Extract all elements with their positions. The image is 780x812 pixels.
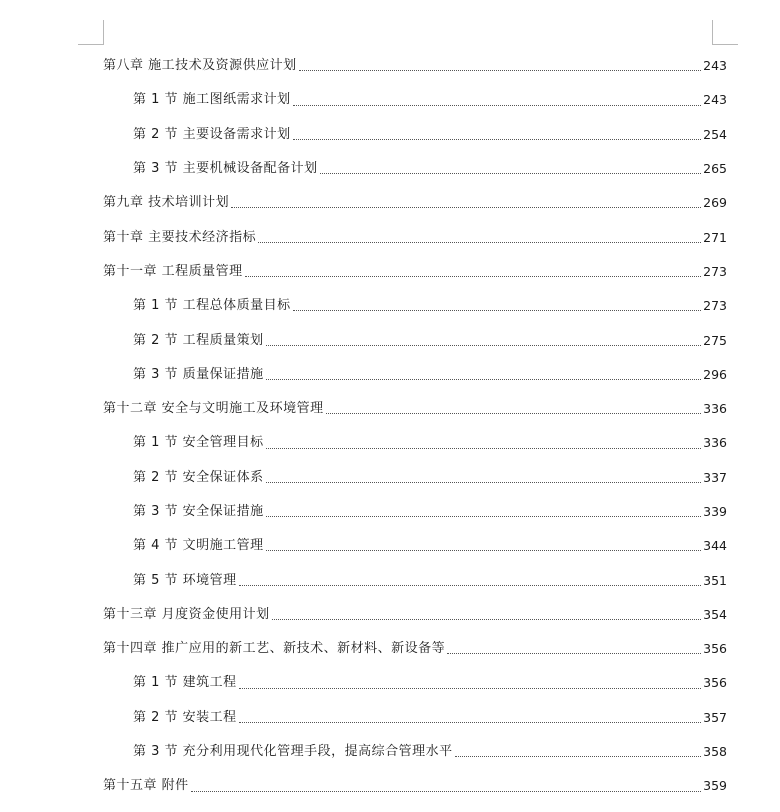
toc-entry-title: 第 3 节 充分利用现代化管理手段，提高综合管理水平 xyxy=(133,744,453,760)
toc-entry-page-number: 243 xyxy=(703,58,727,74)
toc-entry-title: 第八章 施工技术及资源供应计划 xyxy=(103,58,297,74)
toc-dot-leader xyxy=(245,276,702,277)
toc-entry-page-number: 296 xyxy=(703,366,727,382)
toc-entry-page-number: 354 xyxy=(703,606,727,622)
toc-dot-leader xyxy=(455,756,701,757)
toc-dot-leader xyxy=(272,619,702,620)
toc-entry[interactable] xyxy=(103,461,727,495)
crop-mark-top-left xyxy=(103,20,104,45)
toc-dot-leader xyxy=(293,310,701,311)
toc-entry-title: 第九章 技术培训计划 xyxy=(103,195,230,211)
toc-entry[interactable] xyxy=(103,666,727,700)
toc-entry-page-number: 273 xyxy=(703,298,727,314)
toc-entry[interactable] xyxy=(103,358,727,392)
toc-dot-leader xyxy=(266,550,701,551)
toc-entry-page-number: 351 xyxy=(703,572,727,588)
toc-entry[interactable] xyxy=(103,495,727,529)
toc-entry-page-number: 265 xyxy=(703,161,727,177)
toc-entry-title: 第 1 节 建筑工程 xyxy=(133,675,237,691)
toc-dot-leader xyxy=(320,173,701,174)
toc-entry-page-number: 336 xyxy=(703,435,727,451)
toc-dot-leader xyxy=(266,345,701,346)
toc-entry[interactable] xyxy=(103,598,727,632)
toc-entry-page-number: 344 xyxy=(703,538,727,554)
toc-dot-leader xyxy=(293,139,701,140)
toc-entry[interactable] xyxy=(103,563,727,597)
toc-entry[interactable] xyxy=(103,118,727,152)
toc-entry-page-number: 356 xyxy=(703,641,727,657)
toc-entry-page-number: 243 xyxy=(703,92,727,108)
toc-entry-page-number: 359 xyxy=(703,778,727,794)
toc-entry-title: 第 1 节 安全管理目标 xyxy=(133,435,264,451)
toc-entry-page-number: 339 xyxy=(703,504,727,519)
crop-mark-top-left xyxy=(78,44,103,45)
toc-entry-title: 第 1 节 施工图纸需求计划 xyxy=(133,92,291,108)
toc-entry-page-number: 273 xyxy=(703,263,727,279)
toc-entry-title: 第 3 节 质量保证措施 xyxy=(133,366,264,382)
toc-dot-leader xyxy=(326,413,702,414)
toc-dot-leader xyxy=(258,242,701,243)
table-of-contents xyxy=(103,49,727,804)
toc-entry-title: 第 1 节 工程总体质量目标 xyxy=(133,298,291,314)
toc-entry[interactable] xyxy=(103,701,727,735)
toc-entry[interactable] xyxy=(103,255,727,289)
toc-entry-title: 第 5 节 环境管理 xyxy=(133,572,237,588)
toc-entry-page-number: 358 xyxy=(703,744,727,760)
toc-entry-title: 第十四章 推广应用的新工艺、新技术、新材料、新设备等 xyxy=(103,641,446,657)
toc-entry-page-number: 337 xyxy=(703,469,727,485)
toc-dot-leader xyxy=(191,791,702,792)
toc-entry-title: 第 4 节 文明施工管理 xyxy=(133,538,264,554)
toc-entry-title: 第 2 节 工程质量策划 xyxy=(133,332,264,348)
crop-mark-top-right xyxy=(712,20,713,45)
toc-entry[interactable] xyxy=(103,289,727,323)
toc-entry[interactable] xyxy=(103,220,727,254)
toc-dot-leader xyxy=(293,105,701,106)
toc-entry[interactable] xyxy=(103,392,727,426)
toc-entry-title: 第十章 主要技术经济指标 xyxy=(103,229,257,245)
toc-dot-leader xyxy=(239,688,701,689)
toc-dot-leader xyxy=(299,70,702,71)
toc-entry-title: 第 3 节 安全保证措施 xyxy=(133,504,264,519)
toc-entry[interactable] xyxy=(103,426,727,460)
toc-entry[interactable] xyxy=(103,49,727,83)
toc-entry-page-number: 336 xyxy=(703,401,727,417)
toc-dot-leader xyxy=(266,516,701,517)
toc-entry[interactable] xyxy=(103,529,727,563)
toc-entry-page-number: 357 xyxy=(703,709,727,725)
toc-entry[interactable] xyxy=(103,632,727,666)
toc-entry-page-number: 275 xyxy=(703,332,727,348)
toc-entry[interactable] xyxy=(103,186,727,220)
toc-dot-leader xyxy=(266,448,701,449)
toc-entry-page-number: 356 xyxy=(703,675,727,691)
toc-entry[interactable] xyxy=(103,83,727,117)
toc-entry-title: 第十五章 附件 xyxy=(103,778,189,794)
toc-entry-title: 第十二章 安全与文明施工及环境管理 xyxy=(103,401,324,417)
toc-dot-leader xyxy=(447,653,701,654)
toc-dot-leader xyxy=(266,482,701,483)
toc-dot-leader xyxy=(239,722,701,723)
toc-entry[interactable] xyxy=(103,152,727,186)
toc-entry-title: 第 3 节 主要机械设备配备计划 xyxy=(133,161,318,177)
toc-entry-title: 第 2 节 安装工程 xyxy=(133,709,237,725)
toc-entry[interactable] xyxy=(103,323,727,357)
toc-entry-page-number: 271 xyxy=(703,229,727,245)
toc-entry[interactable] xyxy=(103,769,727,803)
toc-dot-leader xyxy=(239,585,701,586)
toc-dot-leader xyxy=(266,379,701,380)
toc-entry-title: 第十一章 工程质量管理 xyxy=(103,263,243,279)
toc-entry-title: 第 2 节 主要设备需求计划 xyxy=(133,126,291,142)
toc-entry-title: 第 2 节 安全保证体系 xyxy=(133,469,264,485)
toc-entry-title: 第十三章 月度资金使用计划 xyxy=(103,606,270,622)
toc-entry[interactable] xyxy=(103,735,727,769)
toc-entry-page-number: 269 xyxy=(703,195,727,211)
toc-dot-leader xyxy=(231,207,701,208)
toc-entry-page-number: 254 xyxy=(703,126,727,142)
crop-mark-top-right xyxy=(712,44,738,45)
